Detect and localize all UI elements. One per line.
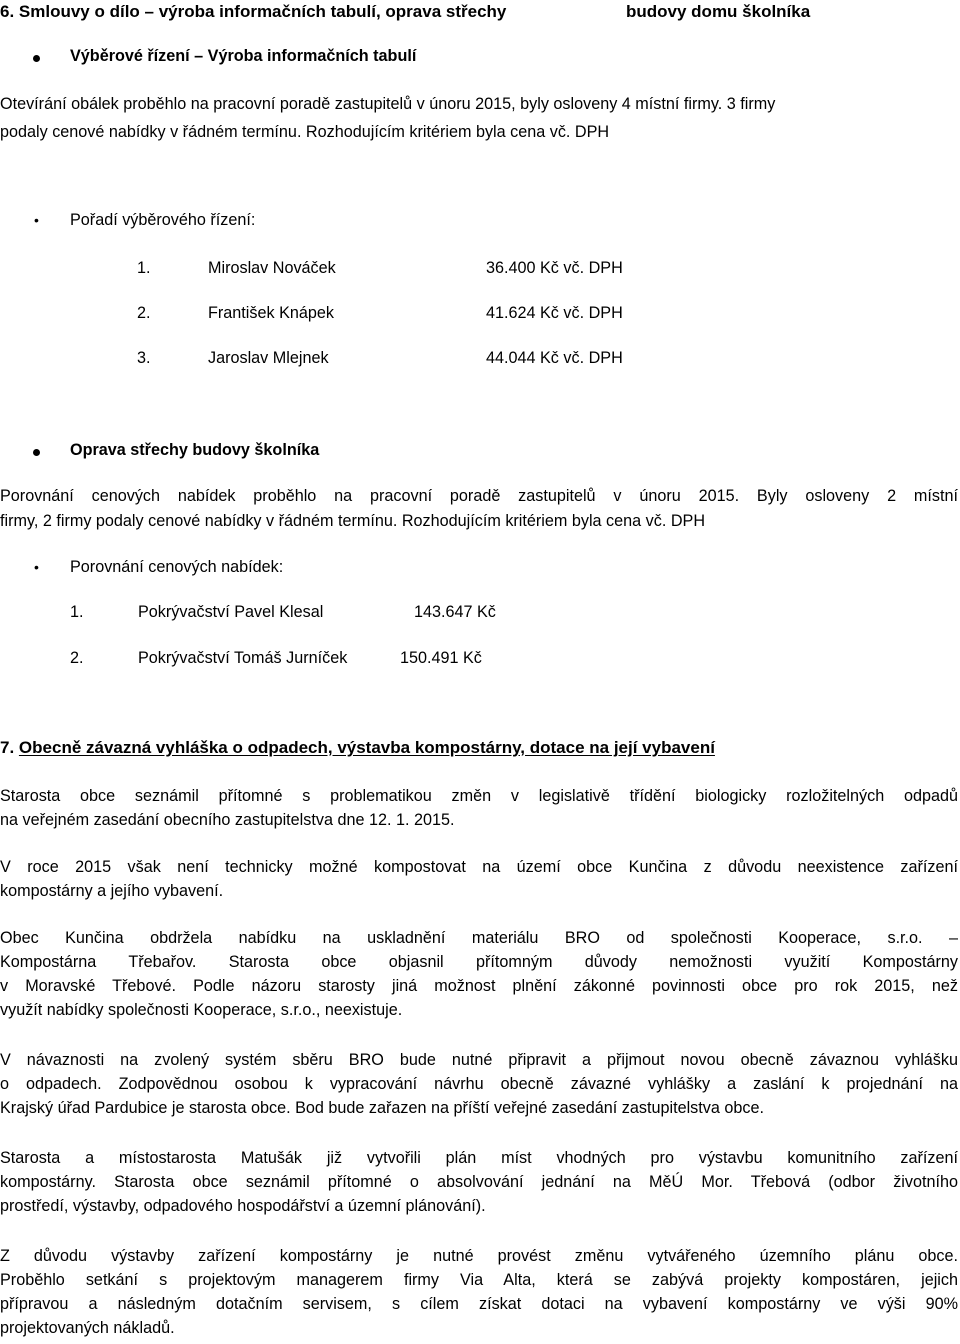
compare-num: 2. [70, 649, 84, 667]
order-name: Jaroslav Mlejnek [208, 349, 329, 367]
section7-title: Obecně závazná vyhláška o odpadech, výstavba kompostárny, dotace na její vybavení [18, 738, 715, 757]
section7-paragraph-3 [0, 926, 958, 1022]
item2-paragraph [0, 484, 958, 534]
paragraph-line: prostředí, výstavby, odpadového hospodářství a územní plánování). [0, 1197, 486, 1215]
order-num: 1. [137, 259, 151, 277]
paragraph-line: V návaznosti na zvolený systém sběru BRO bude nutné připravit a přijmout novou obecně závaznou vyhlášku [0, 1051, 958, 1069]
section7-paragraph-4 [0, 1048, 958, 1120]
order-row [137, 256, 151, 280]
section6-heading-left: 6. Smlouvy o dílo – výroba informačních tabulí, oprava střechy [0, 2, 507, 21]
section7-paragraph-5 [0, 1146, 958, 1218]
paragraph-line: na veřejném zasedání obecního zastupitelstva dne 12. 1. 2015. [0, 811, 455, 829]
paragraph-line: kompostárny a jejího vybavení. [0, 882, 224, 900]
item2-title: Oprava střechy budovy školníka [70, 441, 320, 459]
order-price: 36.400 Kč vč. DPH [486, 259, 623, 277]
paragraph-line: v Moravské Třebové. Podle názoru starosty jiná možnost plnění zákonné povinnosti obce pro rok 2015, než [0, 977, 958, 995]
section7-paragraph-2 [0, 855, 958, 903]
section7-paragraph-6 [0, 1244, 958, 1340]
item1-title: Výběrové řízení – Výroba informačních tabulí [70, 47, 417, 65]
item1-paragraph-line2: podaly cenové nabídky v řádném termínu. Rozhodujícím kritériem byla cena vč. DPH [0, 123, 610, 141]
section7-paragraph-1 [0, 784, 958, 832]
compare-num: 1. [70, 603, 84, 621]
compare-name: Pokrývačství Pavel Klesal [138, 603, 324, 621]
order-name: František Knápek [208, 304, 334, 322]
paragraph-line: projektovaných nákladů. [0, 1319, 175, 1337]
paragraph-line: přípravou a následným dotačním servisem, s cílem získat dotaci na vybavení kompostárny ve výši 90% [0, 1295, 958, 1313]
compare-price: 143.647 Kč [414, 603, 496, 621]
item1-paragraph-line1: Otevírání obálek proběhlo na pracovní poradě zastupitelů v únoru 2015, byly osloveny 4 místní firmy. 3 firmy [0, 95, 776, 113]
paragraph-line: kompostárny. Starosta obce seznámil přítomné o absolvování jednání na MěÚ Mor. Třebová (odbor životního [0, 1173, 958, 1191]
paragraph-line: Starosta obce seznámil přítomné s problematikou změn v legislativě třídění biologicky rozložitelných odpadů [0, 787, 958, 805]
order-label: Pořadí výběrového řízení: [70, 211, 256, 229]
section7-number: 7. [0, 738, 15, 757]
paragraph-line: Proběhlo setkání s projektovým managerem firmy Via Alta, která se zabývá projekty kompostáren, jejich [0, 1271, 958, 1289]
paragraph-line: Krajský úřad Pardubice je starosta obce. Bod bude zařazen na příští veřejné zasedání zastupitelstva obce. [0, 1099, 764, 1117]
order-row [137, 346, 151, 370]
item2-paragraph-line1: Porovnání cenových nabídek proběhlo na pracovní poradě zastupitelů v únoru 2015. Byly osloveny 2 místní [0, 487, 958, 505]
bullet-icon: • [34, 212, 39, 228]
paragraph-line: V roce 2015 však není technicky možné kompostovat na území obce Kunčina z důvodu neexistence zařízení [0, 858, 958, 876]
order-row [137, 301, 151, 325]
compare-label: Porovnání cenových nabídek: [70, 558, 284, 576]
bullet-icon: • [34, 559, 39, 575]
bullet-icon [33, 55, 40, 62]
paragraph-line: Kompostárna Třebařov. Starosta obce objasnil přítomným důvody nemožnosti využití Kompostárny [0, 953, 958, 971]
order-num: 3. [137, 349, 151, 367]
bullet-icon [33, 449, 40, 456]
paragraph-line: Z důvodu výstavby zařízení kompostárny je nutné provést změnu vytvářeného územního plánu obce. [0, 1247, 958, 1265]
paragraph-line: o odpadech. Zodpovědnou osobou k vypracování návrhu obecně závazné vyhlášky a zaslání k projednání na [0, 1075, 958, 1093]
section6-heading-right: budovy domu školníka [626, 2, 811, 21]
paragraph-line: Obec Kunčina obdržela nabídku na uskladnění materiálu BRO od společnosti Kooperace, s.r.o. – [0, 929, 958, 947]
section7-heading [0, 736, 715, 760]
order-price: 44.044 Kč vč. DPH [486, 349, 623, 367]
paragraph-line: Starosta a místostarosta Matušák již vytvořili plán míst vhodných pro výstavbu komunitního zařízení [0, 1149, 958, 1167]
order-name: Miroslav Nováček [208, 259, 336, 277]
compare-price: 150.491 Kč [400, 649, 482, 667]
order-price: 41.624 Kč vč. DPH [486, 304, 623, 322]
order-num: 2. [137, 304, 151, 322]
item2-paragraph-line2: firmy, 2 firmy podaly cenové nabídky v řádném termínu. Rozhodujícím kritériem byla cena vč. DPH [0, 512, 706, 530]
section6-heading [0, 0, 506, 24]
paragraph-line: využít nabídky společnosti Kooperace, s.r.o., neexistuje. [0, 1001, 403, 1019]
compare-name: Pokrývačství Tomáš Jurníček [138, 649, 348, 667]
